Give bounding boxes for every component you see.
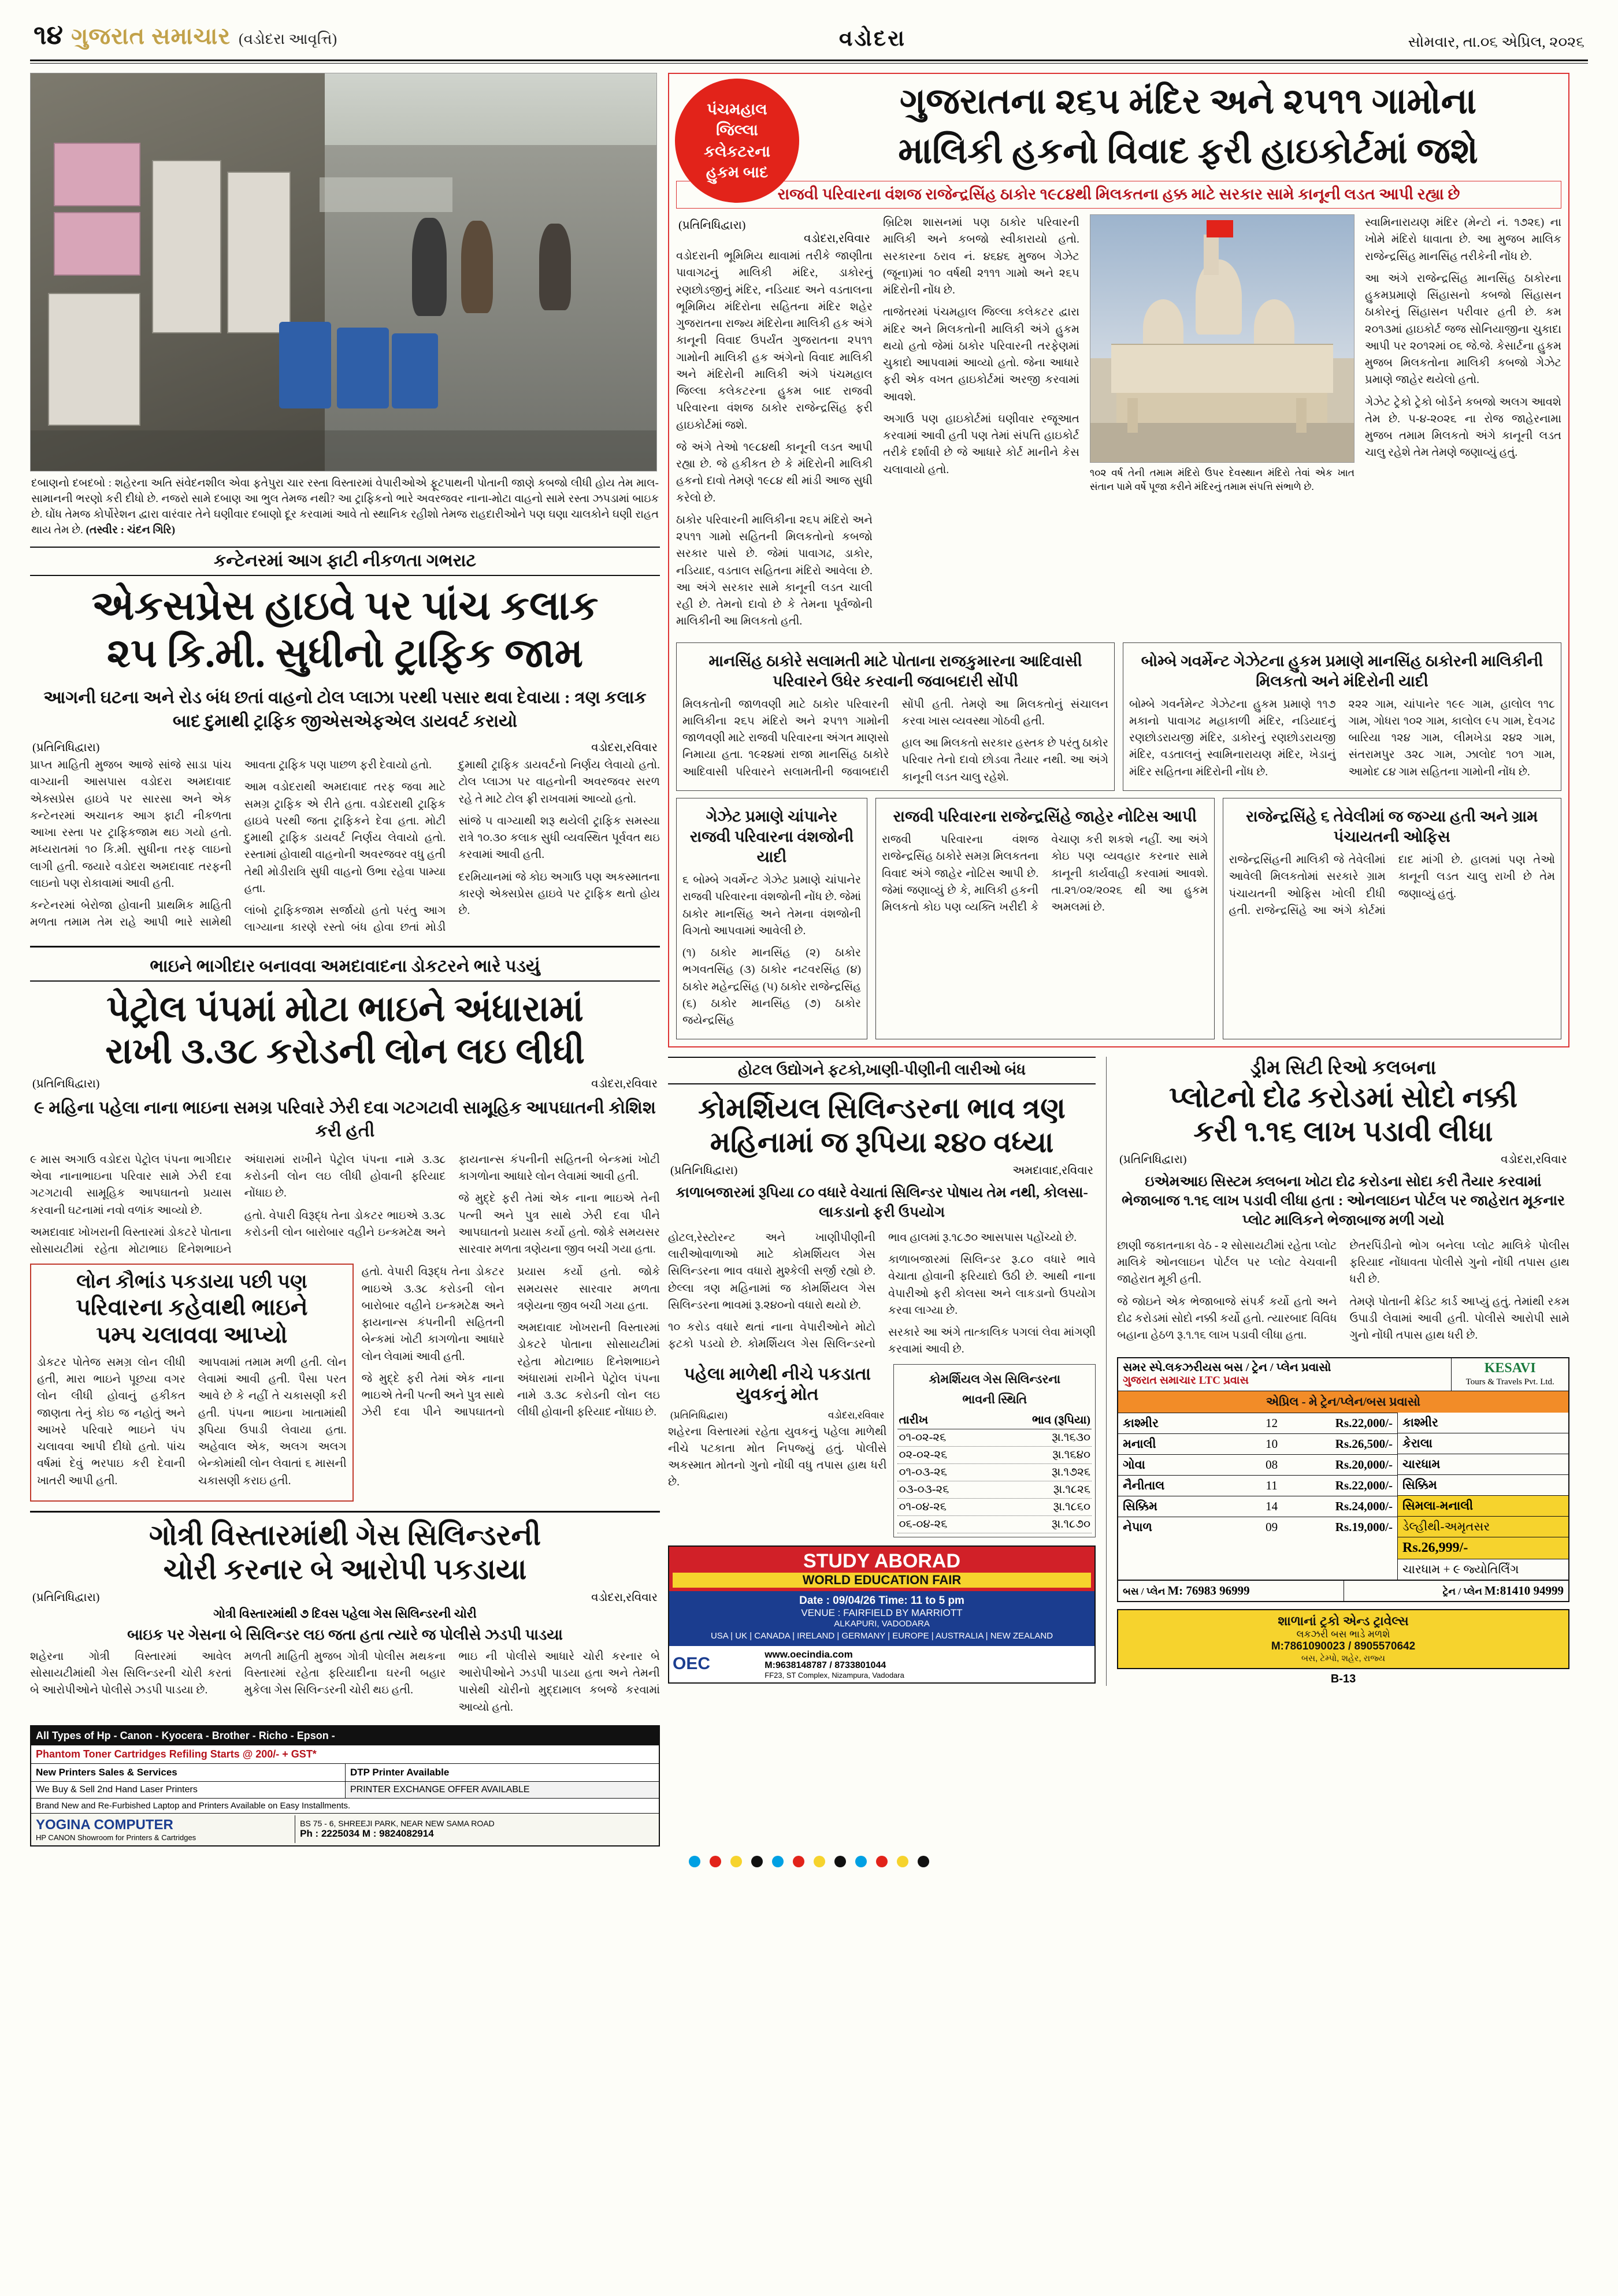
cylinder-kicker: હોટલ ઉદ્યોગને ફટકો,ખાણી-પીણીની લારીઓ બંધ	[668, 1057, 1096, 1084]
price-row: ૦૧-૦૩-૨૬ રૂા.૧૭૨૬	[897, 1464, 1092, 1481]
ad-printer-line7: Brand New and Re-Furbished Laptop and Printers Available on Easy Installments.	[31, 1798, 659, 1813]
main-headline-line1: ગુજરાતના ૨૬૫ મંદિર અને ૨૫૧૧ ગામોના	[899, 82, 1477, 121]
ad-travel-brand-2: ગુજરાત સમાચાર LTC પ્રવાસ	[1123, 1374, 1249, 1387]
price-table-title-1: કોમર્શિયલ ગેસ સિલિન્ડરના	[929, 1372, 1061, 1386]
ad-study-abroad[interactable]	[668, 1545, 1096, 1683]
side-note-body: શહેરના વિસ્તારમાં રહેતા યુવકનું પહેલા માળેથી નીચે પટકાતા મોત નિપજ્યું હતું. પોલીસે અકસ્માત મોતનો ગુનો નોંધી વધુ તપાસ હાથ ધરી છે.	[668, 1425, 887, 1489]
ad-travel-note: ચારધામ + ૯ જ્યોતિર્લિંગ	[1402, 1562, 1519, 1576]
petrol-box-text-2: આપવામાં તમામ મળી હતી. લોન લેવામાં આવી હતી. પૈસા પરત આવે છે કે નહીં તે ચકાસણી કરી હતી. પંપના ભાઇના ખાતામાંથી રૂપિયા ઉપાડી લેવાયા હતા. અહેવાલ એક, અલગ અલગ બેન્કોમાંથી લોન લેવાતાં ૬ માસની ચકાસણી કરાઇ હતી.	[198, 1356, 347, 1487]
ad-study-date: Date : 09/04/26 Time: 11 to 5 pm	[799, 1595, 964, 1607]
traffic-subhead: આગની ઘટના અને રોડ બંધ છતાં વાહનો ટોલ પ્લાઝા પરથી પસાર થવા દેવાયા : ત્રણ કલાક બાદ દુમાથી ટ્રાફિક જીએસએફએલ ડાયવર્ટ કરાયો	[43, 688, 647, 731]
petrol-body-cont: હતો. વેપારી વિરૂદ્ધ તેના ડોકટર ભાઇએ ૩.૩૮ કરોડની લોન બારોબાર વહીને ઇન્કમટેક્ષ અને ફાયનાન્સ કંપનીની સહિતની બેન્કમાં ખોટી કાગળોના આધારે લોન લેવામાં આવી હતી. જે મુદ્દે ફરી તેમાં એક નાના ભાઇએ તેની પત્ની અને પુત્ર સાથે ઝેરી દવા પીને આપઘાતનો પ્રયાસ કર્યો હતો. જોકે સમયસર સારવાર મળતા ત્રણેયના જીવ બચી ગયા હતા. અમદાવાદ ખોખરાની વિસ્તારમાં ડોકટરે પોતાના સોસાયટીમાં રહેતા મોટાભાઇ દિનેશભાઇને અંધારામાં રાખીને પેટ્રોલ પંપના નામે ૩.૩૮ કરોડની લોન લઇ લીધી હોવાની ફરિયાદ નોંધાઇ છે.	[361, 1266, 660, 1419]
ad-printer-addr: BS 75 - 6, SHREEJI PARK, NEAR NEW SAMA ROAD	[300, 1819, 495, 1829]
ad-printer-line6: PRINTER EXCHANGE OFFER AVAILABLE	[345, 1782, 659, 1798]
box-vanshaj-body: ૬ બોમ્બે ગવર્મેન્ટ ગેઝેટ પ્રમાણે ચાંપાનેર રાજવી પરિવારના વંશજોની નોંધ છે. જેમાં ઠાકોર માનસિંહ અને તેમના વંશજોની વિગતો આપવામાં આવેલી છે. (૧) ઠાકોર માનસિંહ (૨) ઠાકોર ભગવતસિંહ (૩) ઠાકોર નટવરસિંહ (૪) ઠાકોર મહેન્દ્રસિંહ (૫) ઠાકોર રાજેન્દ્રસિંહ (૬) ઠાકોર માનસિંહ (૭) ઠાકોર જયેન્દ્રસિંહ	[682, 874, 862, 1027]
price-col-date: તારીખ	[899, 1414, 929, 1427]
plot-headline-2: કરી ૧.૧૬ લાખ પડાવી લીધા	[1193, 1114, 1493, 1147]
ad-study-title-1: STUDY ABORAD	[803, 1550, 961, 1573]
right-column	[668, 73, 1569, 1847]
ad-study-countries: USA | UK | CANADA | IRELAND | GERMANY | EUROPE | AUSTRALIA | NEW ZEALAND	[710, 1631, 1053, 1641]
cylinder-subhead: કાળાબજારમાં રૂપિયા ૮૦ વધારે વેચાતાં સિલિન્ડર પોષાય તેમ નથી, કોલસા-લાકડાનો ફરી ઉપયોગ	[676, 1185, 1088, 1221]
left-column	[30, 73, 660, 1847]
subbox-manasinh-title: માનસિંહ ઠાકોરે સલામતી માટે પોતાના રાજકુમારના આદિવાસી પરિવારને ઉધેર કરવાની જવાબદારી સોંપી	[708, 652, 1082, 690]
ad-study-brand: OEC	[673, 1654, 711, 1674]
gas-sub: ગોત્રી વિસ્તારમાંથી ૭ દિવસ પહેલા ગેસ સિલિન્ડરની ચોરી	[213, 1606, 477, 1621]
box-public-notice-body: રાજવી પરિવારના વંશજ રાજેન્દ્રસિંહ ઠાકોરે સમગ્ર મિલકતના વિવાદ અંગે જાહેર નોટિસ આપી છે. જેમાં જણાવ્યું છે કે, માલિકી હકની મિલકતો કોઇ પણ વ્યક્તિ ખરીદી કે વેચાણ કરી શકશે નહીં. આ અંગે કોઇ પણ વ્યવહાર કરનાર સામે કાનૂની કાર્યવાહી કરવામાં આવશે. તા.૨૧/૦૨/૨૦૨૬ થી આ હુકમ અમલમાં છે.	[882, 834, 1208, 914]
ad-travel-row-name: નેપાળ	[1123, 1519, 1152, 1534]
traffic-byline: (પ્રતિનિધિદ્વારા) વડોદરા,રવિવાર	[32, 741, 658, 755]
ad-printer-shopsub: HP CANON Showroom for Printers & Cartridges	[36, 1833, 196, 1842]
price-col-price: ભાવ (રૂપિયા)	[1031, 1414, 1091, 1427]
main-red-strip: રાજવી પરિવારના વંશજ રાજેન્દ્રસિંહ ઠાકોર ૧૯૮૪થી મિલકતના હક્ક માટે સરકાર સામે કાનૂની લડત આપી રહ્યા છે	[676, 181, 1561, 209]
lead-photo	[30, 73, 657, 471]
ad-travel-row-name: મનાલી	[1123, 1436, 1156, 1451]
ad-travel[interactable]: સમર સ્પે.લકઝરીયસ બસ / ટ્રેન / પ્લેન પ્રવાસો ગુજરાત સમાચાર LTC પ્રવાસ KESAVI Tours & Travels Pvt. Ltd. એપ્રિલ - મે ટ્રેન/પ્લેન/બસ પ્રવાસો કાશ્મીર 12 Rs.22,000/- મનાલી 10 Rs.26,500/- ગોવા 08 Rs.20,000/- નૈનીતાલ 11 Rs.22,000/- સિક્કિમ 14 Rs.24,000/- નેપાળ 09 Rs.19,000/- કાશ્મીર કેરાલા ચારધામ સિક્કિમ સિમલા-મનાલી ડેલ્હીથી-અમૃતસર Rs.26,999/- ચારધામ + ૯ જ્યોતિર્લિંગ બસ / પ્લેન M: 76983 96999 ટ્રેન / પ્લેન M:81410 94999	[1117, 1357, 1569, 1602]
ad-printer-shop: YOGINA COMPUTER	[36, 1816, 173, 1833]
price-row: ૦૨-૦૨-૨૬ રૂા.૧૬૪૦	[897, 1447, 1092, 1464]
traffic-headline-line1: એકસપ્રેસ હાઇવે પર પાંચ કલાક	[91, 584, 599, 629]
cylinder-body: હોટલ,રેસ્ટોરન્ટ અને ખાણીપીણીની લારીઓવાળાઓ માટે કોમર્શિયલ ગેસ સિલિન્ડરના ભાવ વધારો મુશ્કેલી સર્જી રહ્યો છે. છેલ્લા ત્રણ મહિનામાં જ કોમર્શિયલ ગેસ સિલિન્ડરના ભાવમાં રૂ.૨૪૦નો વધારો થયો છે. ૧૦ કરોડ વધારે થતાં નાના વેપારીઓને મોટો ફટકો પડયો છે. કોમર્શિયલ ગેસ સિલિન્ડરનો ભાવ હાલમાં રૂ.૧૮૭૦ આસપાસ પહોંચ્યો છે. કાળાબજારમાં સિલિન્ડર રૂ.૮૦ વધારે ભાવે વેચાતા હોવાની ફરિયાદો ઉઠી છે. આથી નાના વેપારીઓ ફરી કોલસા અને લાકડાનો ઉપયોગ કરવા લાગ્યા છે. સરકારે આ અંગે તાત્કાલિક પગલાં લેવા માંગણી કરવામાં આવી છે.	[668, 1231, 1096, 1356]
box-public-notice	[875, 798, 1214, 1040]
ad-travel-row-name: ગોવા	[1123, 1457, 1145, 1472]
gas-headline-line2: ચોરી કરનાર બે આરોપી પકડાયા	[163, 1552, 527, 1585]
gas-sub2: બાઇક પર ગેસના બે સિલિન્ડર લઇ જતા હતા ત્યારે જ પોલીસે ઝડપી પાડયા	[127, 1626, 563, 1643]
box-panchayat-office	[1223, 798, 1561, 1040]
main-body-col3: સ્વામિનારાયણ મંદિર (મેન્ટો નં. ૧૭૨૬) ના ખોમે મંદિરો ધાવાતા છે. આ મુજબ માલિક રાજેન્દ્રસિંહ માનસિંહ તરીકેની નોંધ છે. આ અંગે રાજેન્દ્રસિંહ માનસિંહ ઠાકોરના હુકમપ્રમાણે સિંહાસનો કબજો સિંહાસન ઠાકોરનું સિંહાસન પરીવાર હતી છે. કમ ૨૦૧૩માં હાઇકોર્ટ જજ સોનિયાજીના ચુકાદા આપી પર ૨૦૧૨માં ૦૬ જે.જે. કેસાર્ટના હુકમ મુજબ મિલકતોના માલિકી કબજો ગેઝેટ પ્રમાણે જાહેર થયેલો હતો. ગેઝેટ ટ્રેકો ટ્રેકો બોર્ડને કબજો અલગ આવશે તેમ છે. ૫-૪-૨૦૨૬ ના રોજ જાહેરનામા મુજબ તમામ મિલકતો અંગે કાનૂની લડત ચાલુ રહેશે તેમ તેમણે જણાવ્યું હતું.	[1365, 217, 1561, 459]
ad-travel-row-name: કાશ્મીર	[1123, 1416, 1159, 1430]
petrol-box-head-3: પમ્પ ચલાવવા આપ્યો	[96, 1321, 288, 1348]
petrol-headline-line2: રાખી ૩.૩૮ કરોડની લોન લઇ લીધી	[105, 1031, 585, 1071]
ad-travel-right-name: સિક્કિમ	[1402, 1477, 1437, 1492]
ad-travel-row-name: સિક્કિમ	[1123, 1499, 1157, 1513]
ad-small-extra: બસ, ટેમ્પો, શહેર, રાજ્ય	[1301, 1653, 1386, 1663]
gas-body: શહેરના ગોત્રી વિસ્તારમાં આવેલ સોસાયટીમાંથી ગેસ સિલિન્ડરની ચોરી કરતાં બે આરોપીઓને પોલીસે ઝડપી પાડયા છે. મળતી માહિતી મુજબ ગોત્રી પોલીસ મથકના વિસ્તારમાં રહેતા ફરિયાદીના ઘરની બહાર મુકેલા ગેસ સિલિન્ડરની ચોરી થઇ હતી. ભાઇ ની પોલીસે આધારે ચોરી કરનાર બે આરોપીઓને ઝડપી પાડયા હતા અને તેમની પાસેથી ચોરીનો મુદ્દામાલ કબજે કરવામાં આવ્યો હતો.	[30, 1650, 660, 1714]
traffic-kicker: કન્ટેનરમાં આગ ફાટી નીકળતા ગભરાટ	[30, 547, 660, 576]
ad-travel-contact-phone-2: M:81410 94999	[1484, 1583, 1564, 1597]
subbox-gazette-title: બોમ્બે ગવર્મેન્ટ ગેઝેટના હુકમ પ્રમાણે માનસિંહ ઠાકોરની માલિકીની મિલકતો અને મંદિરોની યાદી	[1141, 652, 1543, 690]
subbox-manasinh-body: મિલકતોની જાળવણી માટે ઠાકોર પરિવારની માલિકીના ૨૬૫ મંદિરો અને ૨૫૧૧ ગામોની જાળવણી માટે રાજવી પરિવારના અંગત માણસો નિમાયા હતા. ૧૯૨૪માં રાજા માનસિંહ ઠાકોરે આદિવાસી પરિવારને સલામતીની જવાબદારી સોંપી હતી. તેમણે આ મિલકતોનું સંચાલન કરવા ખાસ વ્યવસ્થા ગોઠવી હતી. હાલ આ મિલકતો સરકાર હસ્તક છે પરંતુ ઠાકોર પરિવાર તેનો દાવો છોડવા તૈયાર નથી. આ અંગે કાનૂની લડત ચાલુ રહેશે.	[682, 698, 1108, 783]
subbox-gazette	[1123, 642, 1561, 791]
price-row: ૦૩-૦૩-૨૬ રૂા.૧૮૨૬	[897, 1481, 1092, 1499]
petrol-subhead: ૯ મહિના પહેલા નાના ભાઇના સમગ્ર પરિવારે ઝેરી દવા ગટગટાવી સામૂહિક આપઘાતની કોશિશ કરી હતી	[34, 1098, 656, 1141]
petrol-body: ૯ માસ અગાઉ વડોદરા પેટ્રોલ પંપના ભાગીદાર એવા નાનાભાઇના પરિવાર સામે ઝેરી દવા ગટગટાવી સામૂહિક આપઘાતનો પ્રયાસ કરવાની ઘટનામાં નવો વળાંક આવ્યો છે. અમદાવાદ ખોખરાની વિસ્તારમાં ડોકટરે પોતાના સોસાયટીમાં રહેતા મોટાભાઇ દિનેશભાઇને અંધારામાં રાખીને પેટ્રોલ પંપના નામે ૩.૩૮ કરોડની લોન લઇ લીધી હોવાની ફરિયાદ નોંધાઇ છે. હતો. વેપારી વિરૂદ્ધ તેના ડોકટર ભાઇએ ૩.૩૮ કરોડની લોન બારોબાર વહીને ઇન્કમટેક્ષ અને ફાયનાન્સ કંપનીની સહિતની બેન્કમાં ખોટી કાગળોના આધારે લોન લેવામાં આવી હતી. જે મુદ્દે ફરી તેમાં એક નાના ભાઇએ તેની પત્ની અને પુત્ર સાથે ઝેરી દવા પીને આપઘાતનો પ્રયાસ કર્યો હતો. જોકે સમયસર સારવાર મળતા ત્રણેયના જીવ બચી ગયા હતા.	[30, 1153, 660, 1256]
story-cylinder	[668, 1057, 1096, 1685]
ad-travel-row-name: નૈનીતાલ	[1123, 1478, 1165, 1492]
main-story-badge: પંચમહાલ જિલ્લા કલેકટરના હુકમ બાદ	[675, 79, 799, 203]
ad-travel-contact-label-2: ટ્રેન / પ્લેન	[1442, 1585, 1482, 1597]
ad-small-phone: M:7861090023 / 8905570642	[1271, 1640, 1416, 1652]
ad-small-title: શાળાનાં ટ્રકો એન્ડ ટ્રાવેલ્સ	[1278, 1613, 1409, 1628]
cylinder-headline-1: કોમર્શિયલ સિલિન્ડરના ભાવ ત્રણ	[698, 1092, 1066, 1125]
main-byline: (પ્રતિનિધિદ્વારા) વડોદરા,રવિવાર	[678, 219, 870, 245]
petrol-box-text: ડોકટર પોતેજ સમગ્ર લોન લીધી હતી, મારા ભાઇને પૂછયા વગર લોન લીધી હોવાનું હકીકત જાણતા તેનું કોઇ જ નહોતું અને આખરે પરિવારે ભાઇને પંપ ચલાવવા આપી દીધો હતો. પાંચ વર્ષમાં દેવું ભરપાઇ કરી દેવાની ખાતરી આપી હતી.	[37, 1356, 185, 1487]
petrol-box-head-1: લોન કૌભાંડ પકડાયા પછી પણ	[76, 1271, 307, 1293]
temple-photo	[1090, 214, 1354, 463]
ad-printer-line2: Phantom Toner Cartridges Refiling Starts @ 200/- + GST*	[36, 1748, 317, 1760]
box-panchayat-title: રાજેન્દ્રસિંહે ૬ તેવેલીમાં જ જગ્યા હતી અને ગ્રામ પંચાયતની ઓફિસ	[1246, 807, 1538, 846]
price-row: ૦૬-૦૪-૨૬ રૂા.૧૮૭૦	[897, 1516, 1092, 1533]
cylinder-headline-2: મહિનામાં જ રૂપિયા ૨૪૦ વધ્યા	[710, 1126, 1054, 1159]
box-vanshaj-list	[676, 798, 867, 1040]
photo-credit: (તસ્વીર : ચંદન ગિરિ)	[86, 523, 176, 536]
registration-marks	[0, 1847, 1618, 1873]
ad-travel-offer-price: Rs.26,999/-	[1402, 1540, 1468, 1555]
plot-subhead: ઇએમઆઇ સિસ્ટમ ક્લબના ખોટા દોઢ કરોડના સોદા કરી તૈયાર કરવામાં ભેજાબાજ ૧.૧૬ લાખ પડાવી લીધા હતા : ઓનલાઇન પોર્ટલ પર જાહેરાત મૂકનાર પ્લોટ માલિકને ભેજાબાજ મળી ગયો	[1121, 1173, 1565, 1229]
temple-caption: ૧૦૨ વર્ષ તેની તમામ મંદિરો ઉપર દેવસ્થાન મંદિરો તેવાં એક ખાત સંતાન પામે વર્ષે પૂજા કરીને મંદિરનું તમામ સંપત્તિ સંભાળે છે.	[1089, 467, 1355, 492]
gas-headline-line1: ગોત્રી વિસ્તારમાંથી ગેસ સિલિન્ડરની	[149, 1518, 541, 1551]
main-body-col2: બ્રિટિશ શાસનમાં પણ ઠાકોર પરિવારની માલિકી અને કબજો સ્વીકારાયો હતો. સરકારના ઠરાવ નં. ૪૬૪૬ મુજબ ગેઝેટ (જૂના)માં ૧૦ વર્ષથી ૨૧૧૧ ગામો અને ૨૬૫ મંદિરોની નોંધ છે. તાજેતરમાં પંચમહાલ જિલ્લા કલેકટર દ્વારા મંદિર અને મિલકતોની માલિકી અંગે હુકમ થયો હતો જેમાં ઠાકોર પરિવારની તરફેણમાં ચુકાદો આપવામાં આવ્યો હતો. જેના આધારે ફરી એક વખત હાઇકોર્ટમાં અરજી કરવામાં આવશે. અગાઉ પણ હાઇકોર્ટમાં ઘણીવાર રજૂઆત કરવામાં આવી હતી પણ તેમાં સંપત્તિ હાઇકોર્ટ તરીકે દર્શાવી છે જે આધારે કોર્ટ માનીને કેસ ચલાવાયો હતો.	[882, 217, 1079, 476]
ad-study-title-2: WORLD EDUCATION FAIR	[673, 1573, 1091, 1588]
ad-travel-right-name: ચારધામ	[1402, 1457, 1441, 1471]
ad-study-venue: VENUE : FAIRFIELD BY MARRIOTT	[801, 1607, 963, 1619]
ad-study-site[interactable]: www.oecindia.com	[765, 1648, 853, 1660]
ad-printer-phone: Ph : 2225034 M : 9824082914	[300, 1828, 434, 1840]
ad-printer-line3: New Printers Sales & Services	[36, 1766, 177, 1778]
petrol-headline-line1: પેટ્રોલ પંપમાં મોટા ભાઇને અંધારામાં	[106, 989, 584, 1029]
price-rows	[897, 1412, 1092, 1533]
box-public-notice-title: રાજવી પરિવારના રાજેન્દ્રસિંહે જાહેર નોટિસ આપી	[893, 807, 1197, 825]
ad-study-addr: FF23, ST Complex, Nizampura, Vadodara	[765, 1670, 904, 1680]
ad-study-phone: M:9638148787 / 8733801044	[765, 1660, 886, 1670]
plot-byline: (પ્રતિનિધિદ્વારા) વડોદરા,રવિવાર	[1119, 1153, 1567, 1166]
ad-printer-line4: DTP Printer Available	[345, 1764, 659, 1781]
side-note-head-1: પહેલા માળેથી નીચે પકડાતા	[684, 1364, 871, 1384]
ad-small-travel[interactable]	[1117, 1609, 1569, 1669]
ad-printer-line5: We Buy & Sell 2nd Hand Laser Printers	[36, 1784, 198, 1795]
cylinder-price-table	[893, 1364, 1096, 1538]
ad-travel-logo-sub: Tours & Travels Pvt. Ltd.	[1465, 1377, 1554, 1387]
ad-printer[interactable]	[30, 1725, 660, 1847]
ad-travel-right-name: કાશ્મીર	[1402, 1415, 1438, 1429]
plot-body: છાણી જકાતનાકા વેઠ - ૨ સોસાયટીમાં રહેતા પ્લોટ માલિકે ઓનલાઇન પોર્ટલ પર પ્લોટ વેચવાની જાહેરાત મૂકી હતી. જે જોઇને એક ભેજાબાજે સંપર્ક કર્યો હતો અને દોઢ કરોડમાં સોદો નક્કી કર્યો હતો. ત્યારબાદ વિવિધ બહાના હેઠળ રૂ.૧.૧૬ લાખ પડાવી લીધા હતા. છેતરપિંડીનો ભોગ બનેલા પ્લોટ માલિકે પોલીસ ફરિયાદ નોંધાવતા પોલીસે ગુનો નોંધી તપાસ હાથ ધરી છે. તેમણે પોતાની ક્રેડિટ કાર્ડ આપ્યું હતું. તેમાંથી રકમ ઉપાડી લેવામાં આવી હતી. પોલીસે આરોપી સામે ગુનો નોંધી તપાસ હાથ ધરી છે.	[1117, 1239, 1569, 1342]
price-row: ૦૧-૦૨-૨૬ રૂા.૧૬૩૦	[897, 1429, 1092, 1447]
page-number: ૧૪	[34, 20, 64, 50]
ad-travel-offer-1: સિમલા-મનાલી	[1402, 1498, 1474, 1513]
main-body-col1: વડોદરાની ભૂમિમિય થાવામાં તરીકે જાણીતા પાવાગઢનું માલિકી મંદિર, ડાકોરનું રણછોડજીનું મંદિર, નડિયાદ અને વડતાલના ભૂમિમિય મંદિરોના સહિતના મંદિર શહેર ગુજરાતના રાજ્ય મંદિરોના માલિકી હક અંગે કાનૂની વિવાદ ઉપર્યંત ગુજરાતના ૨૫૧૧ ગામોની માલિકી હક અંગેનો વિવાદ માલિકી અને મંદિરોની માલિકી અંગે પંચમહાલ જિલ્લા કલેકટરના હુકમ બાદ રાજવી પરિવારના વંશજ ઠાકોર રાજેન્દ્રસિંહ ફરી હાઇકોર્ટમાં જશે. જે અંગે તેઓ ૧૯૮૪થી કાનૂની લડત આપી રહ્યા છે. જે હકીકત છે કે મંદિરોની માલિકી હકનો દાવો તેમણે ૧૯૮૪ થી માંડી આજ સુધી કરેલો છે. ઠાકોર પરિવારની માલિકીના ૨૬૫ મંદિરો અને ૨૫૧૧ ગામો સહિતની મિલકતોનો કબજો સરકાર પાસે છે. જેમાં પાવાગઢ, ડાકોર, નડિયાદ, વડતાલ સહિતના મંદિરો આવેલા છે. આ અંગે સરકાર સામે કાનૂની લડત ચાલી રહી છે. તેમનો દાવો છે કે તેમના પૂર્વજોની માલિકીની આ મિલકતો હતી.	[676, 250, 873, 628]
ad-travel-head: એપ્રિલ - મે ટ્રેન/પ્લેન/બસ પ્રવાસો	[1118, 1391, 1568, 1413]
side-note-byline: (પ્રતિનિધિદ્વારા) વડોદરા,રવિવાર	[670, 1409, 885, 1421]
masthead-rule-2	[30, 63, 1588, 64]
side-note	[668, 1364, 886, 1538]
section-title: વડોદરા	[838, 27, 907, 51]
petrol-highlight-box	[30, 1264, 354, 1501]
price-table-title-2: ભાવની સ્થિતિ	[962, 1392, 1027, 1407]
story-plot	[1106, 1057, 1569, 1685]
footer-code: B-13	[1330, 1672, 1356, 1685]
ad-travel-contact-phone: M: 76983 96999	[1167, 1583, 1250, 1597]
ad-study-sub: ALKAPURI, VADODARA	[834, 1619, 930, 1629]
traffic-headline-line2: ૨૫ કિ.મી. સુધીનો ટ્રાફિક જામ	[106, 631, 584, 677]
box-vanshaj-title: ગેઝેટ પ્રમાણે ચાંપાનેર રાજવી પરિવારના વંશજોની યાદી	[689, 807, 854, 866]
photo-caption: દબાણનો દબદબો : શહેરના અતિ સંવેદનશીલ એવા ફતેપુરા ચાર રસ્તા વિસ્તારમાં વેપારીઓએ ફૂટપાથની પોતાની જાણે કબજો લીધી હોય તેમ માલ-સામાનની ભરણો કરી દીધો છે. નજરો સામે દબાણ આ ભુલ તેમજ નથી? આ ટ્રાફિકનો ભારે અવરજવર નાના-મોટા વાહનો સામે રસ્તા ઝપડામાં બાઇક છે. ઘોંધ તેમજ કોર્પોરેશન દ્વારા વારંવાર તેને ઘણીવાર દબાણો દૂર કરવામાં આવે તો સ્થાનિક રહીશો તેમજ રાહદારીઓને પણ ઘણા ચાલકોને ઘણી રાહત થાય તેમ છે. (તસ્વીર : ચંદન ગિરિ)	[31, 477, 659, 536]
plot-kicker: ડ્રીમ સિટી રિઓ કલબના	[1250, 1057, 1437, 1079]
ad-travel-contact-label: બસ / પ્લેન	[1123, 1585, 1166, 1597]
ad-printer-head: All Types of Hp - Canon - Kyocera - Brother - Richo - Epson -	[31, 1726, 659, 1745]
main-story	[668, 73, 1569, 1047]
ad-travel-offer-2: ડેલ્હીથી-અમૃતસર	[1402, 1519, 1490, 1533]
traffic-body: પ્રાપ્ત માહિતી મુજબ આજે સાંજે સાડા પાંચ વાગ્યાની આસપાસ વડોદરા અમદાવાદ એક્સપ્રેસ હાઇવે પર સારસા અને એક કન્ટેનરમાં અચાનક આગ ફાટી નીકળતા આખા રસ્તા પર ટ્રાફિકજામ થઇ ગયો હતો. મધ્યરાતમાં ૧૦ કિ.મી. સુધીના તરફ લાઇનો લાગી હતી. જયારે વડોદરા અમદાવાદ તરફની લાઇનો પણ રોકાવામાં આવી હતી. કન્ટેનરમાં બેરોજા હોવાની પ્રાથમિક માહિતી મળતા તમામ તેમ રાહે આપી ભારે સામેથી આવતા ટ્રાફિક પણ પાછળ ફરી દેવાયો હતો. આમ વડોદરાથી અમદાવાદ તરફ જવા માટે સમગ્ર ટ્રાફિક એ રીતે હતા. વડોદરાથી ટ્રાફિક હાઇવે પરથી જતા ટ્રાફિકને દેવા હતા. મોટી દુમાથી ટ્રાફિક ડાયવર્ટ નિર્ણય લેવાયો હતો. રસ્તામાં હોવાથી વાહનોની અવરજવર વધુ હતી તેથી મોડીરાત્રિ સુધી વાહનો ઉભા રહેવા પામ્યા હતા. લાંબો ટ્રાફિકજામ સર્જાયો હતો પરંતુ આગ લાગ્યાના કારણે રસ્તો બંધ હોવા છતાં મોડી દુમાથી ટ્રાફિક ડાયવર્ટનો નિર્ણય લેવાયો હતો. ટોલ પ્લાઝા પર વાહનોની અવરજવર સરળ રહે તે માટે ટોલ ફ્રી રાખવામાં આવ્યો હતો. સાંજે ૫ વાગ્યાથી શરૂ થયેલી ટ્રાફિક સમસ્યા રાત્રે ૧૦.૩૦ કલાક સુધી વ્યવસ્થિત પૂર્વવત થઇ કરવામાં આવી હતી. દરમિયાનમાં જે કોઇ અગાઉ પણ અકસ્માતના કારણે એક્સપ્રેસ હાઇવે પર ટ્રાફિક થતો હોય છે.	[30, 759, 660, 934]
subbox-manasinh	[676, 642, 1115, 791]
page-content	[0, 69, 1618, 1847]
date-line: સોમવાર, તા.૦૬ એપ્રિલ, ૨૦૨૬	[1408, 34, 1584, 50]
gas-byline: (પ્રતિનિધિદ્વારા) વડોદરા,રવિવાર	[32, 1591, 658, 1604]
petrol-kicker: ભાઇને ભાગીદાર બનાવવા અમદાવાદના ડોકટરને ભારે પડયું	[30, 953, 660, 982]
price-row: ૦૧-૦૪-૨૬ રૂા.૧૮૬૦	[897, 1499, 1092, 1516]
ad-travel-brand-1: સમર સ્પે.લકઝરીયસ બસ / ટ્રેન / પ્લેન પ્રવાસો	[1123, 1361, 1331, 1374]
box-panchayat-body: રાજેન્દ્રસિંહની માલિકી જે તેવેલીમાં આવેલી મિલકતોમાં સરકારે ગ્રામ પંચાયતની ઓફિસ ખોલી દીધી હતી. રાજેન્દ્રસિંહે આ અંગે કોર્ટમાં દાદ માંગી છે. હાલમાં પણ તેઓ કાનૂની લડત ચાલુ રાખી છે તેમ જણાવ્યું હતું.	[1229, 854, 1555, 917]
edition-label: (વડોદરા આવૃત્તિ)	[239, 31, 337, 47]
masthead-rule	[30, 60, 1588, 61]
petrol-box-head-2: પરિવારના કહેવાથી ભાઇને	[76, 1294, 308, 1321]
plot-headline-1: પ્લોટનો દોઢ કરોડમાં સોદો નક્કી	[1169, 1080, 1518, 1113]
cylinder-byline: (પ્રતિનિધિદ્વારા) અમદાવાદ,રવિવાર	[670, 1164, 1094, 1177]
publication-logo: ગુજરાત સમાચાર	[71, 23, 231, 49]
masthead	[0, 0, 1618, 56]
subbox-gazette-body: બોમ્બે ગવર્નમેન્ટ ગેઝેટના હુકમ પ્રમાણે ૧૧૭ મકાનો પાવાગઢ મહાકાળી મંદિર, નડિયાદનું રણછોડરાયજી મંદિર, ડાકોરનું રણછોડરાયજી મંદિર, વડતાલનું સ્વામિનારાયણ મંદિર, ખેડાનું મંદિર સહિતના મંદિરોની નોંધ છે. ૨૨૨ ગામ, ચાંપાનેર ૧૯૯ ગામ, હાલોલ ૧૧૮ ગામ, ગોધરા ૧૦૨ ગામ, કાલોલ ૯૫ ગામ, દેવગઢ બારિયા ૧૨૪ ગામ, લીમખેડા ૨૪૨ ગામ, સંતરામપુર ૩૨૮ ગામ, ઝાલોદ ૧૦૧ ગામ, આમોદ ૮૪ ગામ સહિતના ગામોની નોંધ છે.	[1129, 698, 1555, 778]
petrol-byline: (પ્રતિનિધિદ્વારા) વડોદરા,રવિવાર	[32, 1077, 658, 1090]
main-headline-line2: માલિકી હકનો વિવાદ ફરી હાઇકોર્ટમાં જશે	[898, 131, 1478, 171]
ad-small-sub: લકઝરી બસ ભાડે મળશે	[1296, 1628, 1390, 1640]
side-note-head-2: યુવકનું મોત	[736, 1385, 819, 1405]
ad-travel-right-name: કેરાલા	[1402, 1436, 1433, 1450]
ad-travel-logo: KESAVI	[1484, 1361, 1536, 1376]
